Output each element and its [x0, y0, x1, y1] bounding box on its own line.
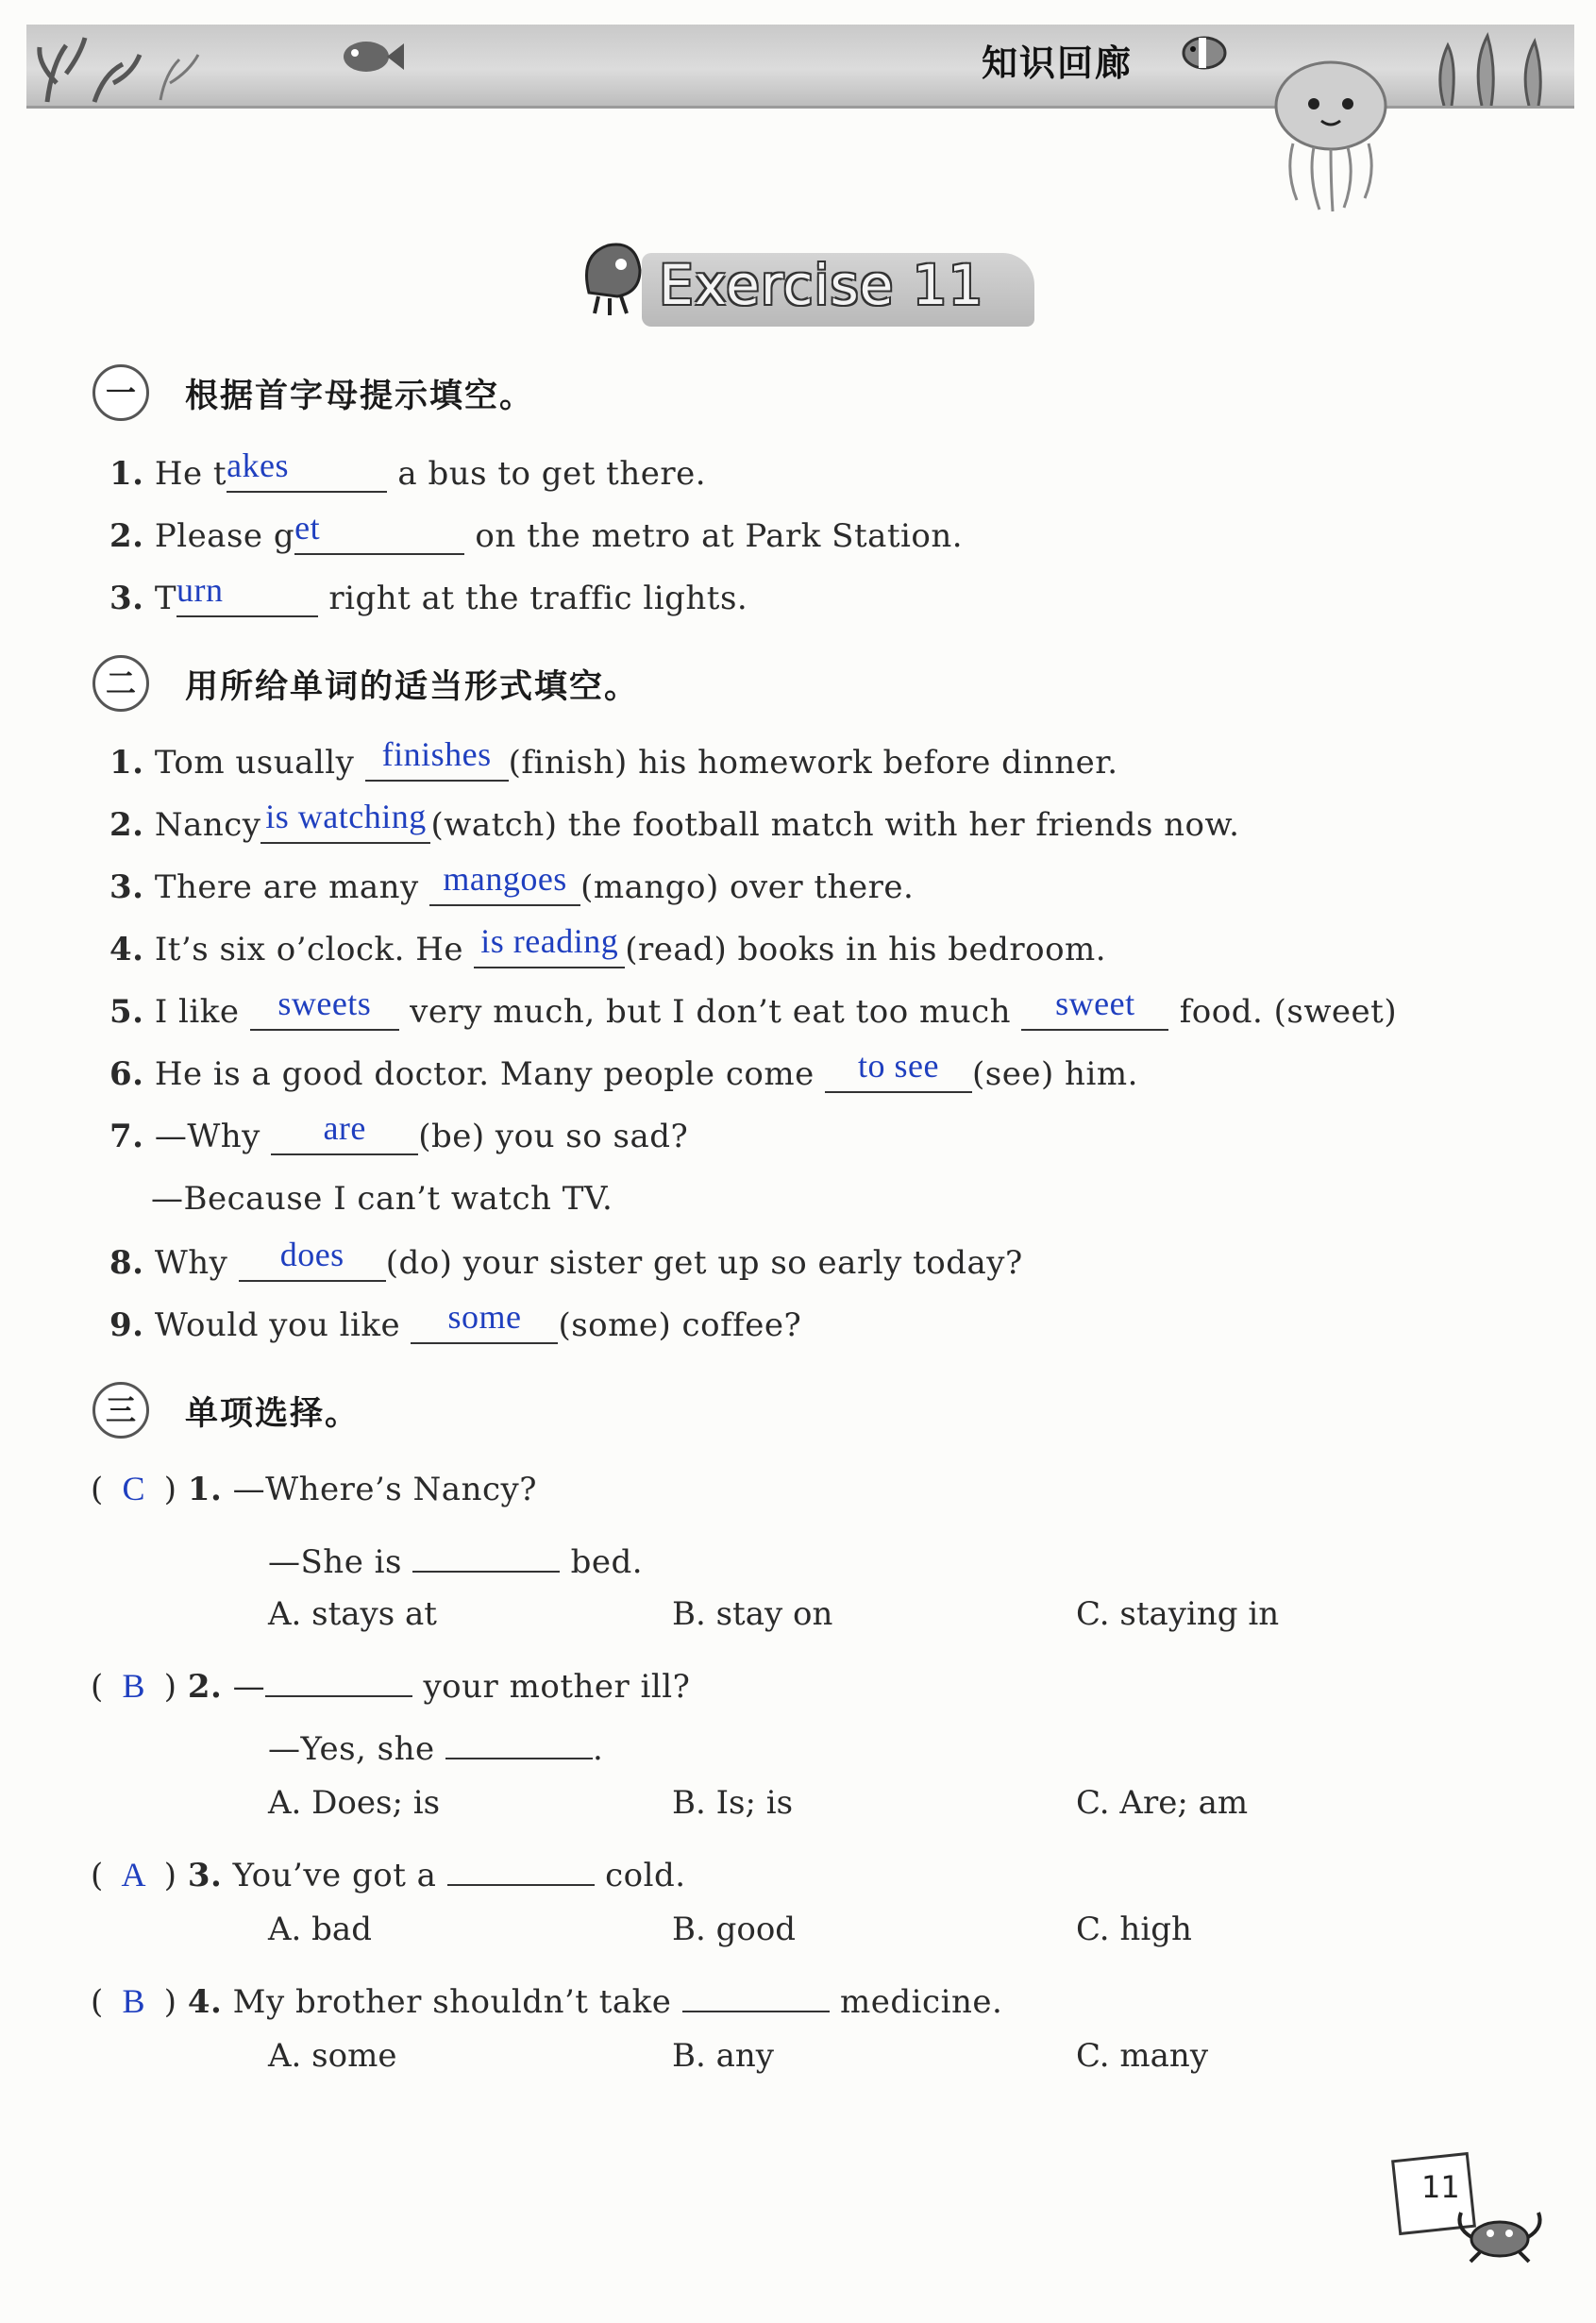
question-text: very much, but I don’t eat too much — [410, 993, 1012, 1031]
section-title: 用所给单词的适当形式填空。 — [185, 668, 640, 706]
question-text: Please g — [154, 517, 295, 555]
question-text: medicine. — [840, 1983, 1003, 2021]
answer-blank — [294, 509, 464, 555]
question-s2-4 — [109, 922, 1107, 968]
question-text: (do) your sister get up so early today? — [385, 1244, 1023, 1282]
answer-blank — [682, 1973, 830, 2012]
answer-blank — [825, 1047, 972, 1093]
question-number: 3. — [109, 580, 144, 617]
answer-blank — [447, 1846, 595, 1886]
question-text: T — [154, 580, 176, 617]
question-number: 6. — [109, 1055, 144, 1093]
mc-question-3: ( A ) 3. You’ve got a cold. — [91, 1846, 686, 1894]
option-c: C. Are; am — [1076, 1784, 1249, 1822]
question-s2-5 — [109, 985, 1398, 1031]
question-number: 2. — [109, 806, 144, 844]
question-s2-7-reply: —Because I can’t watch TV. — [151, 1180, 613, 1218]
jellyfish-icon — [1265, 49, 1397, 215]
question-text: There are many — [154, 868, 419, 906]
question-text: He t — [154, 455, 227, 493]
mc-answer: A — [121, 1856, 147, 1894]
question-text: I like — [154, 993, 240, 1031]
question-text: —Why — [154, 1118, 260, 1155]
crab-icon — [1448, 2199, 1552, 2265]
question-number: 3. — [187, 1857, 223, 1894]
question-text: (some) coffee? — [558, 1306, 802, 1344]
section-badge: 三 — [92, 1382, 149, 1439]
question-s2-9 — [109, 1298, 802, 1344]
question-text: —She is — [268, 1543, 402, 1581]
question-text: (finish) his homework before dinner. — [508, 744, 1118, 782]
answer-blank — [411, 1298, 558, 1344]
section-badge: 一 — [92, 364, 149, 421]
question-s2-2 — [109, 798, 1240, 844]
mc-question-4: ( B ) 4. My brother shouldn’t take medicine. — [91, 1973, 1002, 2021]
answer-blank — [260, 798, 430, 844]
answer-text: finishes — [381, 735, 492, 773]
answer-blank — [365, 735, 509, 782]
question-text: (mango) over there. — [580, 868, 915, 906]
question-text: (be) you so sad? — [418, 1118, 689, 1155]
question-text: You’ve got a — [232, 1857, 437, 1894]
question-text: . — [592, 1730, 604, 1768]
answer-text: urn — [176, 571, 224, 609]
answer-blank — [227, 446, 387, 493]
section-title: 根据首字母提示填空。 — [185, 378, 535, 415]
question-text: bed. — [570, 1543, 644, 1581]
question-number: 4. — [109, 931, 144, 968]
question-text: —Yes, she — [268, 1730, 435, 1768]
question-text: (read) books in his bedroom. — [625, 931, 1107, 968]
question-s2-8 — [109, 1236, 1023, 1282]
coral-decoration-icon — [28, 26, 217, 106]
question-text: on the metro at Park Station. — [475, 517, 964, 555]
question-number: 7. — [109, 1118, 144, 1155]
question-text: (watch) the football match with her friends now. — [430, 806, 1240, 844]
seaweed-icon — [1425, 26, 1567, 106]
answer-text: et — [294, 509, 321, 547]
question-number: 4. — [187, 1983, 223, 2021]
section-title: 单项选择。 — [185, 1395, 361, 1433]
mc-question-1: ( C ) 1. —Where’s Nancy? — [91, 1470, 537, 1508]
question-number: 2. — [109, 517, 144, 555]
question-s1-2 — [109, 509, 964, 555]
option-b: B. stay on — [672, 1595, 833, 1633]
question-s2-6 — [109, 1047, 1138, 1093]
question-text: your mother ill? — [423, 1668, 691, 1706]
answer-blank — [176, 571, 318, 617]
answer-blank — [271, 1109, 418, 1155]
question-text: My brother shouldn’t take — [232, 1983, 672, 2021]
answer-text: to see — [858, 1047, 940, 1085]
hermit-crab-icon — [561, 227, 655, 321]
page-number: 11 — [1421, 2169, 1460, 2205]
question-text: Nancy — [154, 806, 261, 844]
answer-blank — [412, 1533, 560, 1573]
answer-blank — [265, 1658, 412, 1697]
option-b: B. any — [672, 2037, 774, 2075]
question-s2-7 — [109, 1109, 689, 1155]
answer-text: are — [323, 1109, 366, 1147]
answer-blank — [239, 1236, 386, 1282]
question-s1-3 — [109, 571, 748, 617]
answer-text: sweet — [1055, 985, 1135, 1022]
answer-text: is watching — [265, 798, 427, 835]
mc-answer: B — [122, 1667, 146, 1705]
answer-text: some — [447, 1298, 522, 1336]
question-text: a bus to get there. — [397, 455, 707, 493]
question-text: food. (sweet) — [1179, 993, 1398, 1031]
question-number: 8. — [109, 1244, 144, 1282]
question-number: 1. — [109, 744, 144, 782]
option-b: B. good — [672, 1911, 797, 1948]
question-number: 1. — [187, 1471, 223, 1508]
mc-question-1-line2 — [268, 1533, 643, 1581]
question-text: right at the traffic lights. — [328, 580, 748, 617]
option-a: A. some — [268, 2037, 397, 2075]
answer-text: is reading — [480, 922, 619, 960]
question-s1-1 — [109, 446, 707, 493]
question-text: Why — [154, 1244, 228, 1282]
option-c: C. high — [1076, 1911, 1192, 1948]
exercise-title: Exercise 11 — [659, 253, 984, 317]
section-badge: 二 — [92, 655, 149, 712]
answer-blank — [429, 860, 580, 906]
question-text: —Where’s Nancy? — [232, 1471, 537, 1508]
question-number: 2. — [187, 1668, 223, 1706]
option-a: A. bad — [268, 1911, 372, 1948]
option-c: C. staying in — [1076, 1595, 1280, 1633]
question-text: cold. — [605, 1857, 686, 1894]
question-s2-1 — [109, 735, 1118, 782]
answer-text: sweets — [277, 985, 372, 1022]
option-a: A. stays at — [268, 1595, 437, 1633]
question-text: (see) him. — [972, 1055, 1138, 1093]
option-a: A. Does; is — [268, 1784, 441, 1822]
option-b: B. Is; is — [672, 1784, 794, 1822]
question-text: It’s six o’clock. He — [154, 931, 463, 968]
option-c: C. many — [1076, 2037, 1209, 2075]
answer-blank — [1021, 985, 1168, 1031]
question-text: — — [232, 1668, 266, 1706]
answer-text: does — [279, 1236, 344, 1273]
mc-question-2: ( B ) 2. — your mother ill? — [91, 1658, 690, 1706]
question-number: 9. — [109, 1306, 144, 1344]
header-title: 知识回廊 — [982, 42, 1134, 84]
mc-answer: B — [122, 1982, 146, 2020]
question-text: Would you like — [154, 1306, 401, 1344]
answer-blank — [474, 922, 625, 968]
fish-icon — [1174, 26, 1240, 79]
answer-text: akes — [227, 446, 290, 484]
mc-question-2-line2 — [268, 1720, 603, 1768]
answer-text: mangoes — [443, 860, 567, 898]
answer-blank — [250, 985, 399, 1031]
question-number: 3. — [109, 868, 144, 906]
answer-blank — [445, 1720, 593, 1759]
question-text: Tom usually — [154, 744, 355, 782]
question-text: He is a good doctor. Many people come — [154, 1055, 815, 1093]
fish-icon — [330, 28, 406, 85]
question-number: 1. — [109, 455, 144, 493]
question-s2-3 — [109, 860, 915, 906]
mc-answer: C — [122, 1470, 146, 1507]
question-number: 5. — [109, 993, 144, 1031]
